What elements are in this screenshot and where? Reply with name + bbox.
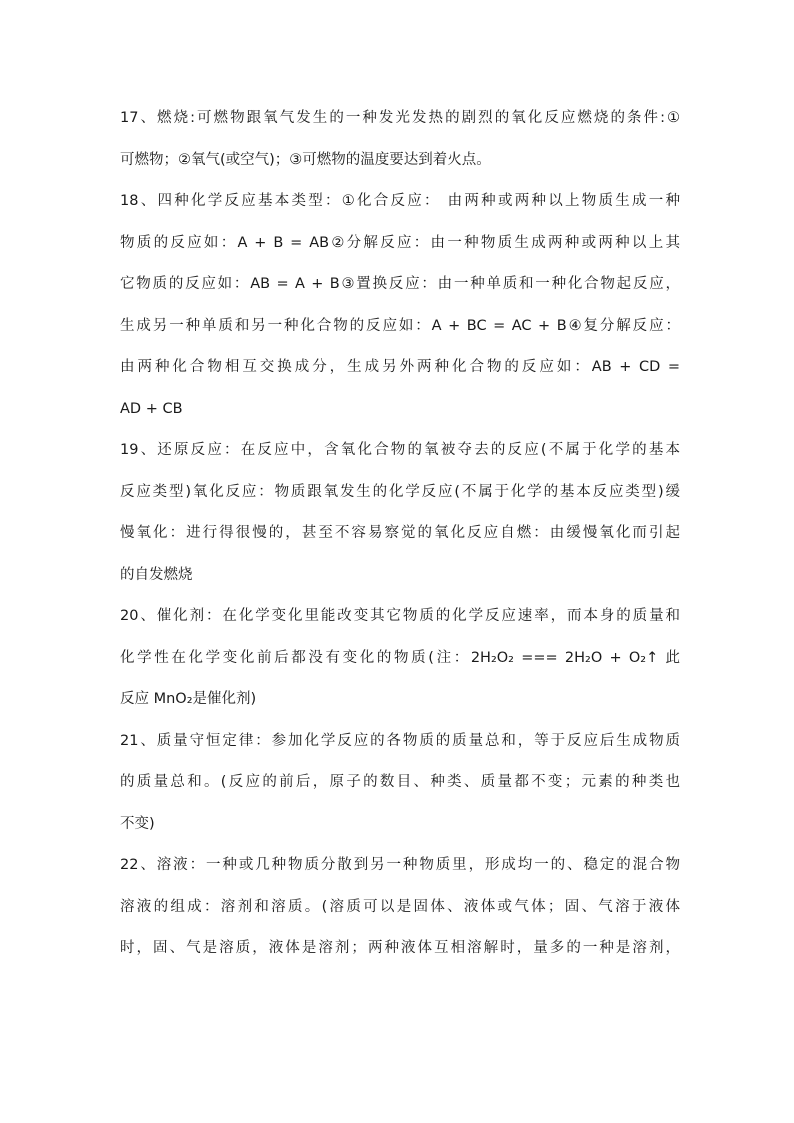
text-line-18-2: 物质的反应如：A + B = AB②分解反应：由一种物质生成两种或两种以上其 [120,234,680,251]
text-line-19-4: 的自发燃烧 [120,566,193,583]
text-line-19-1: 19、还原反应：在反应中，含氧化合物的氧被夺去的反应(不属于化学的基本 [120,442,680,458]
document-body [120,104,680,976]
text-line-19-2: 反应类型)氧化反应：物质跟氧发生的化学反应(不属于化学的基本反应类型)缓 [120,483,680,500]
text-line-20-1: 20、催化剂：在化学变化里能改变其它物质的化学反应速率，而本身的质量和 [120,608,680,624]
text-line-22-2: 溶液的组成：溶剂和溶质。(溶质可以是固体、液体或气体；固、气溶于液体 [120,898,680,915]
text-line-18-6: AD + CB [120,400,183,417]
text-line-20-2: 化学性在化学变化前后都没有变化的物质(注：2H₂O₂ === 2H₂O + O₂↑ 此 [120,649,680,666]
text-line-18-3: 它物质的反应如：AB = A + B③置换反应：由一种单质和一种化合物起反应， [120,276,680,292]
text-line-19-3: 慢氧化：进行得很慢的，甚至不容易察觉的氧化反应自燃：由缓慢氧化而引起 [120,525,680,541]
text-line-21-1: 21、质量守恒定律：参加化学反应的各物质的质量总和，等于反应后生成物质 [120,732,680,749]
text-line-18-1: 18、四种化学反应基本类型：①化合反应： 由两种或两种以上物质生成一种 [120,193,680,209]
text-line-18-4: 生成另一种单质和另一种化合物的反应如：A + BC = AC + B④复分解反应： [120,317,680,334]
text-line-22-3: 时，固、气是溶质，液体是溶剂；两种液体互相溶解时，量多的一种是溶剂， [120,940,680,956]
text-line-17-1: 17、燃烧:可燃物跟氧气发生的一种发光发热的剧烈的氧化反应燃烧的条件:① [120,110,680,126]
text-line-22-1: 22、溶液：一种或几种物质分散到另一种物质里，形成均一的、稳定的混合物 [120,857,680,873]
text-line-17-2: 可燃物；②氧气(或空气)；③可燃物的温度要达到着火点。 [120,151,491,168]
text-line-21-2: 的质量总和。(反应的前后，原子的数目、种类、质量都不变；元素的种类也 [120,774,680,790]
text-line-20-3: 反应 MnO₂是催化剂) [120,691,257,707]
text-line-18-5: 由两种化合物相互交换成分，生成另外两种化合物的反应如：AB + CD = [120,359,680,375]
text-line-21-3: 不变) [120,815,155,832]
